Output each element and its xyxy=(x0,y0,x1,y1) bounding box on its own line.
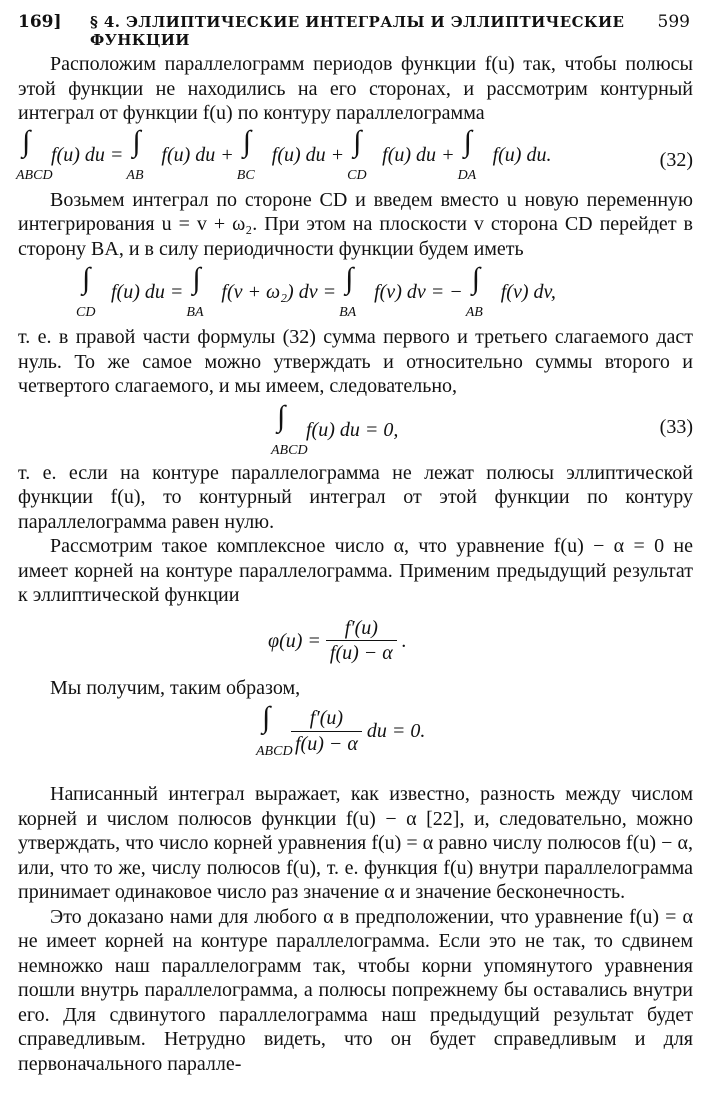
equation-number: (33) xyxy=(659,415,693,438)
formula-tail: du = 0. xyxy=(366,719,426,742)
paragraph-8: Это доказано нами для любого α в предположении, что уравнение f(u) = α не имеет корней на контуре параллелограмма. Если это не так, то сдвинем немножко наш параллелограмм так, чтобы корни упомянутого уравнения пошли внутрь параллелограмма, а полюсы попрежнему бы оставались внутри его. Для сдвинутого параллелограмма наш предыдущий результат будет справедливым. Нетрудно видеть, что он будет справедливым и для первоначального паралле- xyxy=(18,905,693,1075)
equation-number: (32) xyxy=(659,148,693,171)
paragraph-3: т. е. в правой части формулы (32) сумма первого и третьего слагаемого даст нуль. То же самое можно утверждать и относительно суммы второго и четвертого слагаемого, и мы имеем, следовательно, xyxy=(18,326,693,397)
integrand: f(u) du xyxy=(111,280,165,303)
formula-phi xyxy=(18,612,693,672)
integrand: f(u) du. xyxy=(492,143,552,166)
operator: + xyxy=(330,143,345,166)
integral-sign: ∫ AB xyxy=(126,124,144,183)
integrand: f(v) dv, xyxy=(500,280,556,303)
integrand: f(u) du xyxy=(51,143,105,166)
formula-int-content xyxy=(256,701,426,759)
paragraph-1: Расположим параллелограмм периодов функции f(u) так, чтобы полюсы этой функции не находились на его сторонах, и рассмотрим контурный интеграл от функции f(u) по контуру параллелограмма xyxy=(18,53,693,124)
integral-sign: ∫ ABCD xyxy=(271,399,308,458)
integral-sign: ∫ BA xyxy=(186,262,204,320)
formula-log-derivative-integral xyxy=(18,701,693,778)
phi-lhs: φ(u) = xyxy=(268,629,321,652)
integral-sign: ∫ ABCD xyxy=(16,124,53,183)
integral-sign: ∫ CD xyxy=(76,262,96,320)
operator: = xyxy=(169,280,184,303)
paragraph-6: Мы получим, таким образом, xyxy=(50,676,301,699)
fraction-denominator: f(u) − α xyxy=(295,732,358,755)
integrand: f(v) dv xyxy=(374,280,426,303)
paragraph-7: Написанный интеграл выражает, как известно, разность между числом корней и числом полюсов функции f(u) − α [22], и, следовательно, можно утверждать, что число корней уравнения f(u) = α равно числу полюсов f(u) − α, или, что то же, числу полюсов f(u), т. е. функция f(u) внутри параллелограмма принимает одинаковое число раз значение α и значение бесконечность. xyxy=(18,783,693,903)
formula-tail: . xyxy=(401,629,407,652)
formula-cd-substitution xyxy=(18,262,693,321)
integral-sign: ∫ BA xyxy=(339,262,357,320)
integrand: f(u) du xyxy=(382,143,437,166)
formula-33 xyxy=(18,399,693,458)
fraction-numerator: f′(u) xyxy=(291,706,362,732)
integral-sign: ∫ BC xyxy=(236,124,255,183)
integrand: f(u) du = 0, xyxy=(306,418,399,441)
formula-33-content xyxy=(271,399,399,458)
running-title: § 4. ЭЛЛИПТИЧЕСКИЕ ИНТЕГРАЛЫ И ЭЛЛИПТИЧЕСКИЕ ФУНКЦИИ xyxy=(90,13,625,49)
fraction xyxy=(326,616,397,666)
page-header xyxy=(18,12,690,49)
paragraph-2: Возьмем интеграл по стороне CD и введем вместо u новую переменную интегрирования u = v + ω₂. При этом на плоскости v сторона CD перейдет в сторону BA, и в силу периодичности функции будем иметь xyxy=(18,188,693,260)
formula-cd-content xyxy=(76,262,556,320)
fraction xyxy=(291,706,362,756)
operator: = xyxy=(322,280,337,303)
fraction-denominator: f(u) − α xyxy=(329,642,393,664)
page-number: 599 xyxy=(657,12,690,32)
integral-sign: ∫ ABCD xyxy=(256,701,293,759)
integrand: f(u) du xyxy=(271,143,326,166)
integral-sign: ∫ DA xyxy=(457,124,477,183)
formula-32-content xyxy=(16,124,552,183)
integral-sign: ∫ CD xyxy=(347,124,367,183)
formula-32 xyxy=(16,124,693,184)
page-body xyxy=(18,52,693,1076)
integrand: f(u) du xyxy=(161,143,216,166)
paragraph-5: Рассмотрим такое комплексное число α, что уравнение f(u) − α = 0 не имеет корней на контуре параллелограмма. Применим предыдущий результат к эллиптической функции xyxy=(18,535,693,606)
section-page-marker: 169] xyxy=(18,12,62,32)
operator: = xyxy=(109,143,124,166)
fraction-numerator: f′(u) xyxy=(326,616,397,642)
integrand: f(v + ω₂) dv xyxy=(221,280,318,303)
paragraph-4: т. е. если на контуре параллелограмма не лежат полюсы эллиптической функции f(u), то контурный интеграл от этой функции по контуру параллелограмма равен нулю. xyxy=(18,461,693,533)
integral-sign: ∫ AB xyxy=(465,262,483,320)
operator: + xyxy=(220,143,234,166)
operator: = − xyxy=(430,280,463,303)
formula-phi-content xyxy=(268,616,407,666)
operator: + xyxy=(441,143,455,166)
